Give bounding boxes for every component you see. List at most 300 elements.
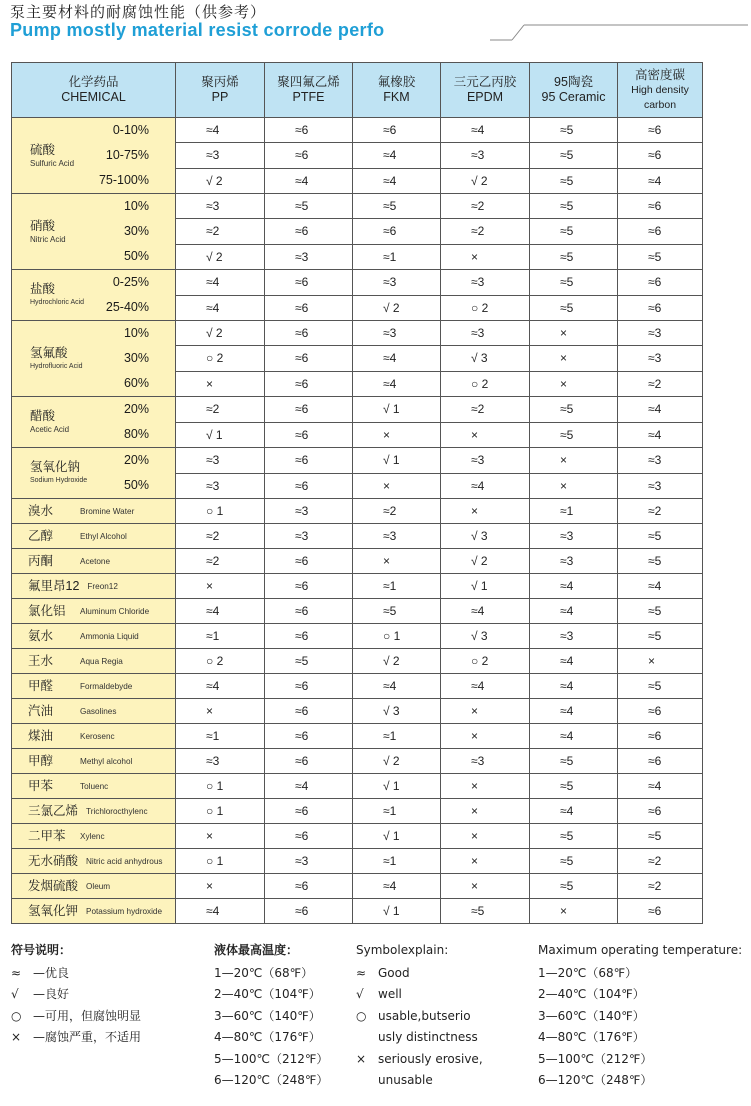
legend-row	[538, 1006, 742, 1028]
rating-cell: ≈4	[353, 674, 441, 699]
rating-cell: ≈4	[441, 674, 530, 699]
legend-row	[538, 984, 742, 1006]
chemical-cell	[12, 574, 176, 599]
chemical-cell	[12, 899, 176, 924]
rating-cell: ≈4	[176, 118, 265, 143]
table-row	[12, 849, 703, 874]
table-row	[12, 699, 703, 724]
table-row	[12, 524, 703, 549]
rating-cell: ≈6	[265, 699, 353, 724]
legend-text: —优良	[33, 965, 70, 980]
rating-cell: √ 1	[353, 899, 441, 924]
rating-cell: ○ 2	[441, 649, 530, 674]
rating-cell: ≈6	[618, 194, 703, 219]
legend-text: unusable	[378, 1073, 433, 1087]
table-body	[12, 118, 703, 924]
rating-cell: ○ 1	[176, 774, 265, 799]
rating-cell: ×	[441, 244, 530, 269]
chemical-name-cn: 二甲苯	[28, 828, 66, 843]
legend-row	[356, 1049, 483, 1071]
rating-cell: ≈6	[353, 118, 441, 143]
rating-cell: ≈3	[618, 448, 703, 474]
rating-cell: ≈6	[265, 624, 353, 649]
rating-cell: ≈6	[618, 699, 703, 724]
rating-cell: ×	[530, 371, 618, 396]
rating-cell: ≈3	[441, 749, 530, 774]
legend-row	[11, 1006, 141, 1028]
chemical-name-en: Toluenc	[80, 781, 109, 791]
legend-symbol: ×	[356, 1051, 367, 1066]
rating-cell: ×	[441, 849, 530, 874]
chemical-name-cn: 发烟硫酸	[28, 878, 79, 893]
concentration: 0-25%	[112, 275, 149, 289]
concentration: 50%	[123, 249, 149, 263]
rating-cell: ≈4	[353, 346, 441, 371]
table-row	[12, 118, 703, 143]
column-header-cn: 聚丙烯	[201, 75, 239, 89]
chemical-name-cn: 汽油	[28, 703, 54, 718]
rating-cell: ≈5	[530, 824, 618, 849]
chemical-name-en: Gasolines	[80, 706, 117, 716]
rating-cell: ≈5	[530, 422, 618, 448]
rating-cell: ≈5	[353, 194, 441, 219]
rating-cell: ≈4	[530, 649, 618, 674]
rating-cell: ≈4	[618, 574, 703, 599]
legend-symbol: √	[11, 987, 19, 1001]
chemical-name-cn: 甲苯	[28, 778, 54, 793]
title-english: Pump mostly material resist corrode perfo	[10, 20, 385, 40]
rating-cell: ≈6	[265, 118, 353, 143]
rating-cell: ≈4	[176, 599, 265, 624]
concentration: 10-75%	[105, 148, 149, 162]
rating-cell: ≈2	[176, 397, 265, 423]
chemical-name-cn: 醋酸	[30, 409, 56, 423]
rating-cell: ≈3	[618, 346, 703, 371]
rating-cell: ≈4	[618, 168, 703, 193]
chemical-name-cn: 氢氧化钾	[28, 903, 79, 918]
column-header-cn: 三元乙丙胶	[453, 75, 517, 89]
chemical-cell	[12, 549, 176, 574]
column-header-en: 95 Ceramic	[541, 90, 606, 104]
rating-cell: ≈2	[441, 397, 530, 423]
concentration: 30%	[123, 224, 149, 238]
rating-cell: ≈6	[265, 219, 353, 244]
table-header-row	[12, 63, 703, 118]
rating-cell: ×	[353, 473, 441, 499]
legend-row	[356, 963, 483, 985]
rating-cell: √ 1	[353, 774, 441, 799]
legend-text: —可用，但腐蚀明显	[33, 1008, 142, 1023]
legend-row	[538, 1049, 742, 1071]
chemical-cell	[12, 849, 176, 874]
concentration: 80%	[123, 427, 149, 441]
chemical-name-en: Formaldebyde	[80, 681, 133, 691]
legend-row	[356, 1070, 483, 1092]
column-header-cn: 聚四氟乙烯	[277, 75, 340, 89]
rating-cell: ×	[353, 549, 441, 574]
table-row	[12, 448, 703, 474]
table-row	[12, 649, 703, 674]
rating-cell: ≈4	[176, 270, 265, 296]
rating-cell: ≈5	[530, 874, 618, 899]
rating-cell: ×	[530, 321, 618, 346]
table-row	[12, 599, 703, 624]
legend-text: well	[378, 987, 402, 1001]
table-row	[12, 824, 703, 849]
rating-cell: ≈5	[353, 599, 441, 624]
rating-cell: ≈4	[530, 674, 618, 699]
rating-cell: ×	[176, 824, 265, 849]
rating-cell: ≈5	[530, 143, 618, 168]
page-header	[10, 0, 745, 50]
rating-cell: ≈5	[618, 244, 703, 269]
title-underline-decoration	[490, 23, 748, 43]
table-row	[12, 194, 703, 219]
concentration: 25-40%	[105, 300, 149, 314]
rating-cell: ≈5	[618, 824, 703, 849]
legend-row	[11, 984, 141, 1006]
chemical-name-en: Bromine Water	[80, 506, 135, 516]
rating-cell: ≈5	[618, 549, 703, 574]
concentration: 50%	[123, 478, 149, 492]
legend-symbol: ×	[11, 1030, 22, 1044]
legend-row	[11, 963, 141, 985]
table-row	[12, 270, 703, 296]
rating-cell: √ 3	[441, 346, 530, 371]
temperature-legend-chinese	[214, 940, 328, 1092]
chemical-name-en: Xylenc	[80, 831, 105, 841]
chemical-name-en: Trichlorocthylenc	[86, 806, 148, 816]
rating-cell: ○ 1	[353, 624, 441, 649]
rating-cell: ≈6	[265, 599, 353, 624]
chemical-name-cn: 氯化铝	[28, 603, 66, 618]
rating-cell: ≈1	[353, 799, 441, 824]
rating-cell: ≈6	[265, 270, 353, 296]
rating-cell: ≈6	[265, 574, 353, 599]
rating-cell: ≈6	[265, 321, 353, 346]
rating-cell: ≈6	[618, 749, 703, 774]
table-row	[12, 674, 703, 699]
rating-cell: ≈3	[176, 143, 265, 168]
rating-cell: ×	[353, 422, 441, 448]
column-header-cn: 高密度碳	[634, 67, 685, 82]
rating-cell: √ 2	[353, 749, 441, 774]
chemical-name-en: Sodium Hydroxide	[30, 477, 88, 484]
legend-text: usly distinctness	[378, 1030, 478, 1044]
rating-cell: √ 2	[176, 244, 265, 269]
rating-cell: ≈4	[530, 599, 618, 624]
rating-cell: ○ 2	[441, 371, 530, 396]
table-row	[12, 799, 703, 824]
rating-cell: ≈4	[265, 774, 353, 799]
chemical-name-cn: 盐酸	[30, 282, 56, 296]
rating-cell: ×	[441, 422, 530, 448]
legend-symbol: ○	[356, 1008, 367, 1023]
chemical-cell	[12, 524, 176, 549]
legend-row	[214, 984, 328, 1006]
column-header-cn: 氟橡胶	[377, 75, 416, 89]
column-header-en: FKM	[383, 90, 410, 104]
rating-cell: ≈5	[530, 168, 618, 193]
temperature-item: 4—80℃（176℉）	[538, 1030, 645, 1044]
rating-cell: ○ 2	[176, 649, 265, 674]
rating-cell: ≈4	[530, 724, 618, 749]
rating-cell: ≈6	[618, 295, 703, 321]
chemical-name-en: Hydrochloric Acid	[30, 299, 85, 306]
legend-text: Good	[378, 965, 410, 980]
chemical-cell	[12, 270, 176, 321]
rating-cell: ≈2	[618, 849, 703, 874]
legend-symbol: ≈	[356, 965, 367, 980]
rating-cell: √ 3	[441, 624, 530, 649]
temperature-item: 6—120℃（248℉）	[538, 1073, 653, 1087]
chemical-name-cn: 溴水	[28, 503, 54, 518]
chemical-name-cn: 氨水	[28, 628, 54, 643]
rating-cell: ≈4	[176, 674, 265, 699]
rating-cell: √ 2	[353, 649, 441, 674]
rating-cell: √ 2	[176, 168, 265, 193]
rating-cell: ○ 2	[176, 346, 265, 371]
chemical-cell	[12, 321, 176, 397]
rating-cell: ≈5	[530, 270, 618, 296]
rating-cell: ≈1	[353, 244, 441, 269]
rating-cell: ≈6	[265, 448, 353, 474]
rating-cell: √ 1	[176, 422, 265, 448]
rating-cell: ≈5	[618, 524, 703, 549]
rating-cell: ≈3	[353, 524, 441, 549]
legend-text: —腐蚀严重，不适用	[33, 1030, 142, 1044]
rating-cell: ×	[176, 371, 265, 396]
table-row	[12, 321, 703, 346]
rating-cell: ≈5	[618, 624, 703, 649]
rating-cell: ≈1	[353, 849, 441, 874]
temperature-item: 3—60℃（140℉）	[538, 1008, 645, 1023]
rating-cell: ≈6	[265, 724, 353, 749]
chemical-cell	[12, 874, 176, 899]
chemical-cell	[12, 448, 176, 499]
symbol-legend-chinese	[11, 940, 141, 1049]
rating-cell: ≈6	[353, 219, 441, 244]
legend-row	[214, 963, 328, 985]
rating-cell: ≈5	[265, 649, 353, 674]
legend-row	[356, 984, 483, 1006]
rating-cell: √ 1	[353, 397, 441, 423]
chemical-name-en: Oleum	[86, 881, 111, 891]
rating-cell: ≈3	[176, 194, 265, 219]
column-header-6	[618, 63, 703, 118]
table-row	[12, 397, 703, 423]
legend-en-title: Symbolexplain:	[356, 943, 449, 957]
column-header-3	[353, 63, 441, 118]
concentration: 10%	[123, 326, 149, 340]
rating-cell: ≈3	[441, 143, 530, 168]
symbol-legend-english	[356, 940, 483, 1092]
rating-cell: ≈3	[353, 321, 441, 346]
rating-cell: ≈4	[176, 899, 265, 924]
chemical-name-cn: 硫酸	[30, 142, 56, 157]
rating-cell: ≈2	[176, 524, 265, 549]
rating-cell: ≈5	[530, 118, 618, 143]
rating-cell: ≈4	[353, 143, 441, 168]
chemical-cell	[12, 774, 176, 799]
temperature-item: 2—40℃（104℉）	[538, 987, 645, 1001]
temp-cn-title: 液体最高温度：	[214, 943, 299, 957]
chemical-name-en: Aluminum Chloride	[80, 606, 150, 616]
rating-cell: ≈6	[265, 549, 353, 574]
rating-cell: ≈5	[530, 219, 618, 244]
chemical-name-en: Nitric acid anhydrous	[86, 856, 163, 866]
rating-cell: ≈4	[441, 118, 530, 143]
legend-text: seriously erosive,	[378, 1051, 483, 1066]
rating-cell: ≈6	[265, 799, 353, 824]
rating-cell: ≈6	[618, 799, 703, 824]
rating-cell: ≈3	[441, 270, 530, 296]
rating-cell: ≈2	[441, 219, 530, 244]
rating-cell: ≈6	[265, 899, 353, 924]
rating-cell: ≈6	[265, 824, 353, 849]
rating-cell: ×	[176, 699, 265, 724]
chemical-cell	[12, 674, 176, 699]
rating-cell: ≈6	[618, 270, 703, 296]
column-header-en: PP	[211, 90, 229, 104]
rating-cell: ×	[530, 448, 618, 474]
rating-cell: √ 1	[353, 824, 441, 849]
temperature-item: 4—80℃（176℉）	[214, 1030, 321, 1044]
temperature-item: 1—20℃（68℉）	[214, 965, 314, 980]
rating-cell: √ 1	[441, 574, 530, 599]
rating-cell: ≈6	[265, 749, 353, 774]
column-header-en: PTFE	[292, 90, 325, 104]
rating-cell: ≈5	[530, 194, 618, 219]
rating-cell: √ 2	[441, 549, 530, 574]
rating-cell: ≈6	[618, 118, 703, 143]
chemical-name-cn: 无水硝酸	[28, 853, 79, 868]
rating-cell: ≈3	[530, 549, 618, 574]
chemical-cell	[12, 699, 176, 724]
rating-cell: ≈3	[530, 624, 618, 649]
column-header-5	[530, 63, 618, 118]
rating-cell: ≈3	[530, 524, 618, 549]
chemical-name-cn: 氟里昂12	[28, 578, 80, 593]
rating-cell: ○ 1	[176, 499, 265, 524]
rating-cell: ×	[441, 799, 530, 824]
chemical-name-en: Acetic Acid	[30, 425, 70, 434]
rating-cell: ≈6	[265, 143, 353, 168]
rating-cell: ≈4	[265, 168, 353, 193]
rating-cell: ≈3	[176, 473, 265, 499]
concentration: 60%	[123, 376, 149, 390]
chemical-name-en: Methyl alcohol	[80, 756, 133, 766]
temperature-item: 6—120℃（248℉）	[214, 1073, 329, 1087]
rating-cell: ≈5	[530, 849, 618, 874]
legend-symbol: ○	[11, 1008, 22, 1023]
rating-cell: ≈6	[618, 724, 703, 749]
rating-cell: ≈3	[441, 321, 530, 346]
chemical-name-en: Ethyl Alcohol	[80, 531, 127, 541]
rating-cell: ×	[176, 574, 265, 599]
chemical-name-cn: 氢氟酸	[30, 345, 68, 360]
rating-cell: ≈3	[441, 448, 530, 474]
chemical-cell	[12, 824, 176, 849]
table-row	[12, 624, 703, 649]
chemical-name-en: Potassium hydroxide	[86, 906, 163, 916]
chemical-name-en: Ammonia Liquid	[80, 631, 139, 641]
rating-cell: ≈5	[265, 194, 353, 219]
rating-cell: ≈4	[353, 371, 441, 396]
rating-cell: ≈6	[618, 143, 703, 168]
rating-cell: ≈3	[265, 524, 353, 549]
legend-row	[214, 1070, 328, 1092]
temperature-item: 2—40℃（104℉）	[214, 987, 321, 1001]
rating-cell: ≈2	[353, 499, 441, 524]
concentration: 75-100%	[98, 173, 149, 187]
rating-cell: ≈5	[530, 295, 618, 321]
concentration: 0-10%	[112, 123, 149, 137]
chemical-name-cn: 丙酮	[28, 553, 54, 568]
rating-cell: ×	[441, 824, 530, 849]
column-header-0	[12, 63, 176, 118]
rating-cell: ≈4	[353, 874, 441, 899]
legend-row	[538, 963, 742, 985]
chemical-cell	[12, 599, 176, 624]
column-header-1	[176, 63, 265, 118]
legend-cn-title: 符号说明：	[11, 943, 72, 957]
chemical-name-cn: 氢氧化钠	[30, 460, 81, 474]
temperature-item: 1—20℃（68℉）	[538, 965, 638, 980]
column-header-4	[441, 63, 530, 118]
rating-cell: ≈1	[530, 499, 618, 524]
rating-cell: ×	[530, 346, 618, 371]
chemical-cell	[12, 799, 176, 824]
rating-cell: √ 1	[353, 448, 441, 474]
chemical-name-cn: 王水	[28, 653, 54, 668]
rating-cell: ≈6	[265, 473, 353, 499]
chemical-name-en: Acetone	[80, 556, 111, 566]
legend-row	[538, 1027, 742, 1049]
rating-cell: ≈4	[530, 574, 618, 599]
chemical-name-en: Nitric Acid	[30, 234, 66, 244]
rating-cell: ≈6	[265, 874, 353, 899]
rating-cell: ×	[618, 649, 703, 674]
rating-cell: ≈6	[265, 422, 353, 448]
rating-cell: √ 2	[353, 295, 441, 321]
rating-cell: ≈3	[618, 473, 703, 499]
rating-cell: ≈3	[176, 749, 265, 774]
temp-en-title: Maximum operating temperature:	[538, 943, 743, 957]
rating-cell: ≈4	[441, 599, 530, 624]
table-row	[12, 499, 703, 524]
legend-symbol: ≈	[11, 965, 22, 980]
chemical-cell	[12, 649, 176, 674]
rating-cell: ≈2	[618, 874, 703, 899]
rating-cell: ≈5	[530, 774, 618, 799]
chemical-cell	[12, 624, 176, 649]
rating-cell: ≈5	[530, 749, 618, 774]
rating-cell: ≈4	[441, 473, 530, 499]
column-header-en: EPDM	[466, 90, 504, 104]
rating-cell: ≈6	[265, 346, 353, 371]
title-chinese: 泵主要材料的耐腐蚀性能（供参考）	[10, 3, 267, 21]
legend-row	[538, 1070, 742, 1092]
rating-cell: √ 2	[441, 168, 530, 193]
rating-cell: ≈6	[265, 295, 353, 321]
rating-cell: ≈3	[265, 244, 353, 269]
legend-text: —良好	[33, 987, 70, 1001]
rating-cell: ≈4	[530, 799, 618, 824]
chemical-name-cn: 乙醇	[28, 528, 54, 543]
legend-symbol: √	[356, 987, 364, 1001]
legend-text: usable,butserio	[378, 1008, 471, 1023]
